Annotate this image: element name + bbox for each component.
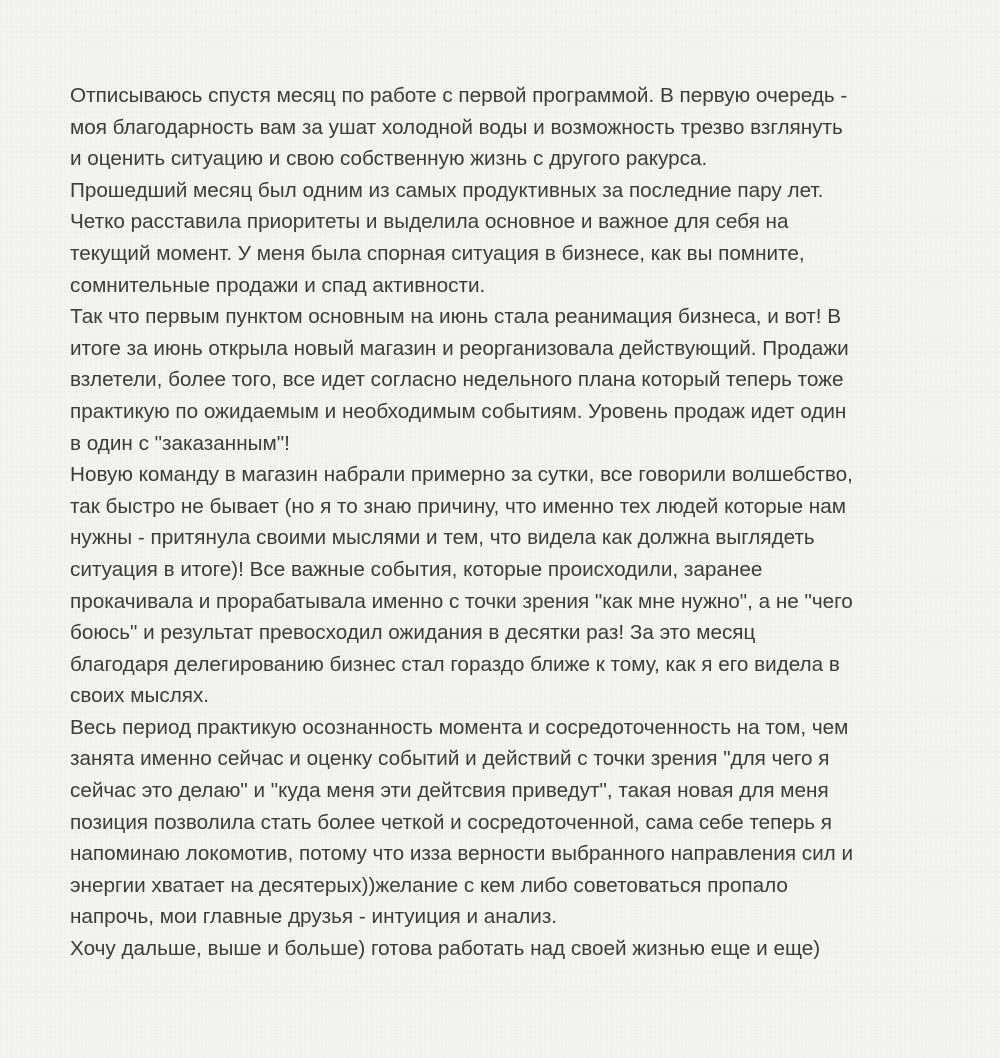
text-line: сейчас это делаю" и "куда меня эти дейтсвия приведут", такая новая для меня	[70, 779, 829, 803]
text-line: моя благодарность вам за ушат холодной воды и возможность трезво взглянуть	[70, 115, 843, 139]
text-line: боюсь" и результат превосходил ожидания в десятки раз! За это месяц	[70, 621, 756, 645]
text-line: нужны - притянула своими мыслями и тем, что видела как должна выглядеть	[70, 526, 815, 550]
text-line: энергии хватает на десятерых))желание с кем либо советоваться пропало	[70, 873, 788, 897]
text-line: сомнительные продажи и спад активности.	[70, 273, 486, 297]
text-line: Хочу дальше, выше и больше) готова работать над своей жизнью еще и еще)	[70, 937, 821, 961]
text-line: текущий момент. У меня была спорная ситуация в бизнесе, как вы помните,	[70, 241, 805, 265]
text-line: и оценить ситуацию и свою собственную жизнь с другого ракурса.	[70, 147, 708, 171]
text-line: Новую команду в магазин набрали примерно за сутки, все говорили волшебство,	[70, 463, 853, 487]
text-line: напрочь, мои главные друзья - интуиция и анализ.	[70, 905, 558, 929]
text-line: взлетели, более того, все идет согласно недельного плана который теперь тоже	[70, 368, 844, 392]
text-line: так быстро не бывает (но я то знаю причину, что именно тех людей которые нам	[70, 494, 846, 518]
text-line: Отписываюсь спустя месяц по работе с первой программой. В первую очередь -	[70, 84, 848, 107]
text-line: позиция позволила стать более четкой и сосредоточенной, сама себе теперь я	[70, 810, 833, 834]
text-line: своих мыслях.	[70, 684, 210, 708]
text-line: благодаря делегированию бизнес стал гораздо ближе к тому, как я его видела в	[70, 652, 840, 676]
text-line: итоге за июнь открыла новый магазин и реорганизовала действующий. Продажи	[70, 336, 849, 360]
text-line: ситуация в итоге)! Все важные события, которые происходили, заранее	[70, 557, 763, 581]
note-text	[70, 80, 970, 965]
text-line: Прошедший месяц был одним из самых продуктивных за последние пару лет.	[70, 178, 824, 202]
text-line: практикую по ожидаемым и необходимым событиям. Уровень продаж идет один	[70, 399, 847, 423]
text-line: Четко расставила приоритеты и выделила основное и важное для себя на	[70, 210, 789, 234]
text-line: Весь период практикую осознанность момента и сосредоточенность на том, чем	[70, 715, 849, 739]
text-line: напоминаю локомотив, потому что изза верности выбранного направления сил и	[70, 842, 854, 866]
text-line: прокачивала и прорабатывала именно с точки зрения "как мне нужно", а не "чего	[70, 589, 853, 613]
text-line: в один с "заказанным"!	[70, 431, 290, 455]
text-line: занята именно сейчас и оценку событий и действий с точки зрения "для чего я	[70, 747, 830, 771]
text-line: Так что первым пунктом основным на июнь стала реанимация бизнеса, и вот! В	[70, 305, 842, 329]
